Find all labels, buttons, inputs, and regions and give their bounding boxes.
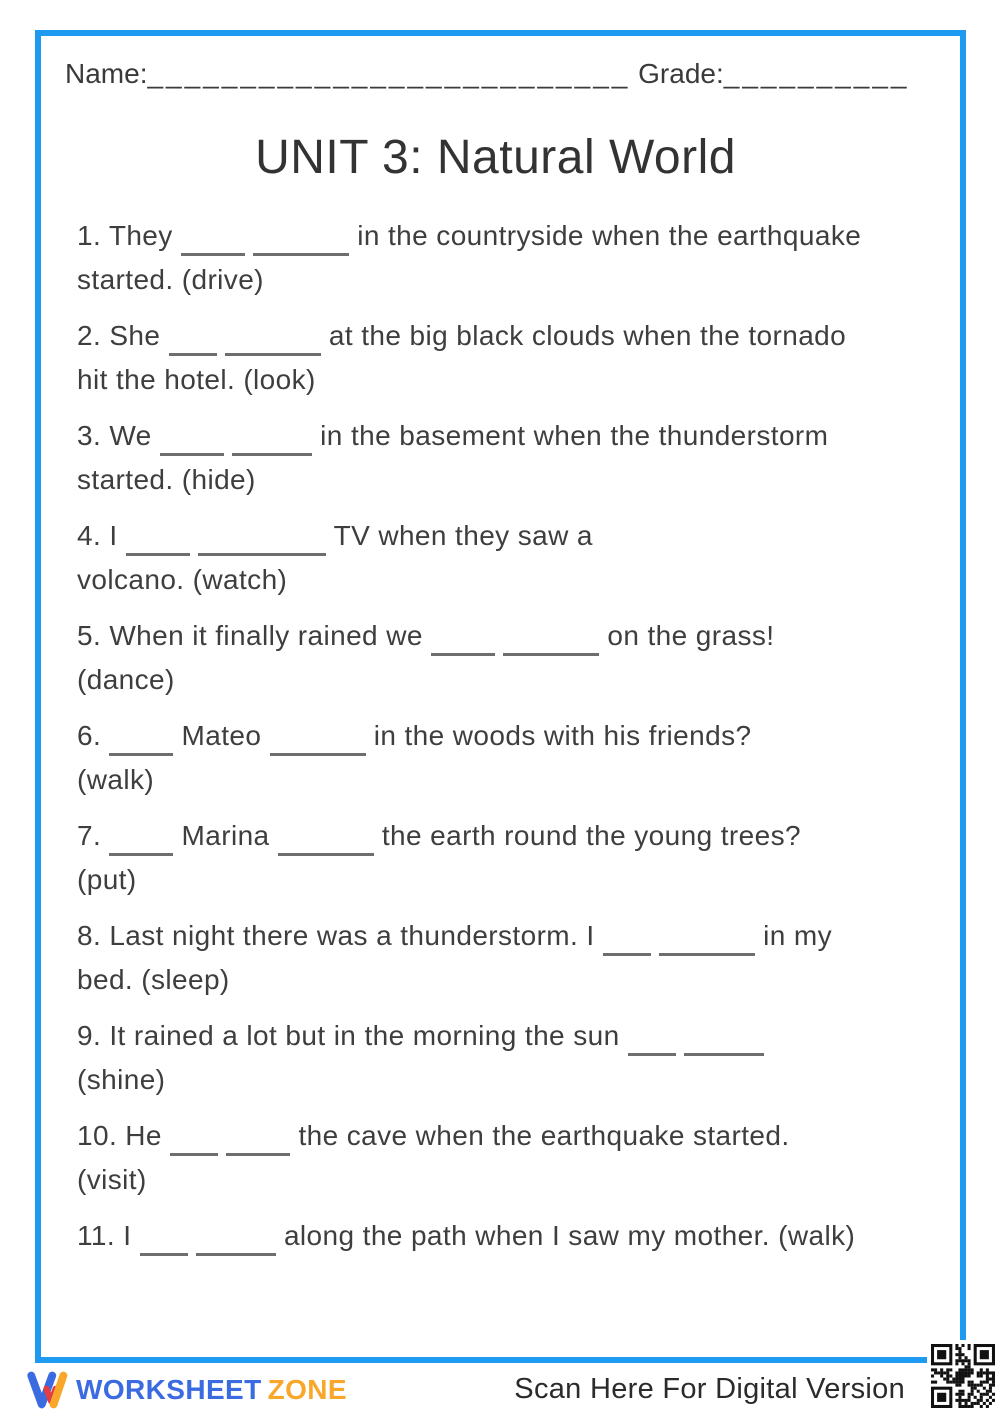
grade-label: Grade: [638, 58, 724, 89]
question-line-2: bed. (sleep) [77, 964, 230, 995]
question-line-1: 7. Marina the earth round the young trees? [77, 814, 926, 858]
name-label: Name: [65, 58, 148, 89]
question-item [77, 314, 926, 402]
question-line-2: started. (hide) [77, 464, 256, 495]
question-line-2: (walk) [77, 764, 155, 795]
question-line-2: (visit) [77, 1164, 147, 1195]
question-line-2: (dance) [77, 664, 175, 695]
question-line-1: 6. Mateo in the woods with his friends? [77, 714, 926, 758]
worksheetzone-logo [26, 1370, 347, 1410]
question-item [77, 614, 926, 702]
question-line-1: 9. It rained a lot but in the morning the sun [77, 1014, 926, 1058]
question-line-2: hit the hotel. (look) [77, 364, 316, 395]
page-content [41, 36, 960, 1258]
question-line-1: 11. I along the path when I saw my mother. (walk) [77, 1214, 926, 1258]
question-line-1: 8. Last night there was a thunderstorm. I in my [77, 914, 926, 958]
question-line-1: 3. We in the basement when the thunderstorm [77, 414, 926, 458]
brand-word-zone: ZONE [267, 1373, 347, 1405]
brand-wordmark [76, 1374, 347, 1406]
question-item [77, 214, 926, 302]
question-line-2: started. (drive) [77, 264, 264, 295]
brand-w-icon [26, 1370, 68, 1410]
question-list [65, 214, 926, 1258]
question-line-1: 2. She at the big black clouds when the tornado [77, 314, 926, 358]
question-line-1: 4. I TV when they saw a [77, 514, 926, 558]
scan-here-text: Scan Here For Digital Version [514, 1373, 905, 1405]
name-grade-row [65, 56, 926, 92]
qr-code [927, 1340, 999, 1412]
question-item [77, 514, 926, 602]
question-line-2: (shine) [77, 1064, 166, 1095]
question-item [77, 914, 926, 1002]
question-item [77, 814, 926, 902]
grade-write-line: __________ [723, 58, 910, 89]
worksheet-title: UNIT 3: Natural World [255, 131, 736, 184]
footer-bar [0, 1366, 1000, 1413]
question-line-2: (put) [77, 864, 137, 895]
brand-word-worksheet: WORKSHEET [76, 1373, 262, 1405]
question-line-1: 5. When it finally rained we on the grass! [77, 614, 926, 658]
page-border [35, 30, 966, 1363]
question-item [77, 1014, 926, 1102]
question-line-2: volcano. (watch) [77, 564, 288, 595]
question-line-1: 1. They in the countryside when the earthquake [77, 214, 926, 258]
question-item [77, 714, 926, 802]
question-item [77, 1114, 926, 1202]
name-write-line: __________________________ [147, 58, 631, 89]
question-line-1: 10. He the cave when the earthquake started. [77, 1114, 926, 1158]
question-item [77, 1214, 926, 1258]
question-item [77, 414, 926, 502]
